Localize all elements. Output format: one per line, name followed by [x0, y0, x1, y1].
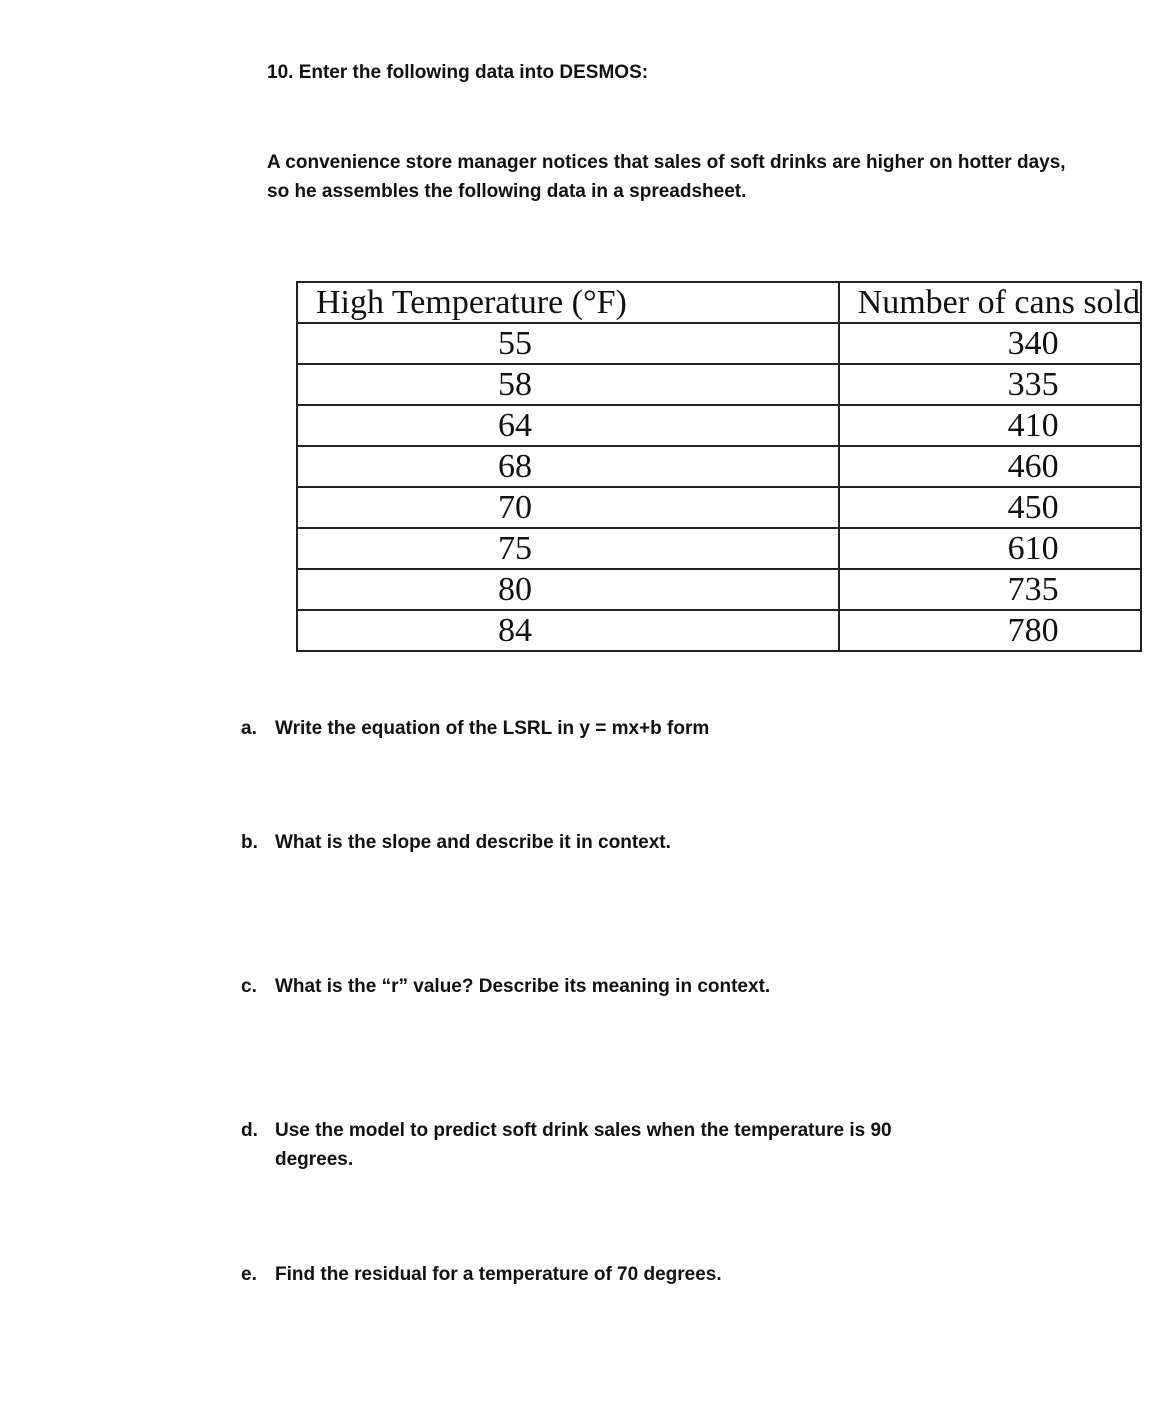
question-text: Find the residual for a temperature of 70 degrees.: [275, 1264, 722, 1285]
question-text: What is the slope and describe it in context.: [275, 832, 671, 853]
temperature-cell: 64: [297, 405, 839, 446]
table-row: [297, 569, 1141, 610]
question-e: [241, 1260, 975, 1289]
question-letter: b.: [241, 832, 258, 853]
cans-sold-cell: 410: [839, 405, 1141, 446]
question-b: [241, 828, 975, 857]
temperature-cell: 75: [297, 528, 839, 569]
table-row: [297, 610, 1141, 651]
table-row: [297, 528, 1141, 569]
question-letter: e.: [241, 1264, 257, 1285]
table-row: [297, 487, 1141, 528]
temperature-cell: 80: [297, 569, 839, 610]
cans-sold-cell: 460: [839, 446, 1141, 487]
temperature-cell: 55: [297, 323, 839, 364]
table-row: [297, 323, 1141, 364]
column-header-temperature: High Temperature (°F): [297, 282, 839, 323]
cans-sold-cell: 340: [839, 323, 1141, 364]
column-header-cans-sold: Number of cans sold: [839, 282, 1141, 323]
question-a: [241, 714, 975, 743]
question-letter: c.: [241, 976, 257, 997]
cans-sold-cell: 780: [839, 610, 1141, 651]
question-letter: d.: [241, 1120, 258, 1141]
data-table: [296, 281, 1142, 652]
problem-heading: 10. Enter the following data into DESMOS:: [267, 62, 649, 83]
cans-sold-cell: 610: [839, 528, 1141, 569]
question-d: [241, 1116, 975, 1174]
temperature-cell: 70: [297, 487, 839, 528]
table-row: [297, 364, 1141, 405]
question-letter: a.: [241, 718, 257, 739]
table-row: [297, 405, 1141, 446]
question-c: [241, 972, 975, 1001]
problem-intro: A convenience store manager notices that sales of soft drinks are higher on hotter days, so he assembles the following data in a spreadsheet.: [267, 152, 1066, 202]
temperature-cell: 84: [297, 610, 839, 651]
question-text: What is the “r” value? Describe its meaning in context.: [275, 976, 771, 997]
temperature-cell: 68: [297, 446, 839, 487]
question-text: Use the model to predict soft drink sales when the temperature is 90 degrees.: [275, 1120, 892, 1170]
table-row: [297, 446, 1141, 487]
cans-sold-cell: 735: [839, 569, 1141, 610]
cans-sold-cell: 335: [839, 364, 1141, 405]
cans-sold-cell: 450: [839, 487, 1141, 528]
table-header-row: [297, 282, 1141, 323]
question-text: Write the equation of the LSRL in y = mx+b form: [275, 718, 710, 739]
temperature-cell: 58: [297, 364, 839, 405]
